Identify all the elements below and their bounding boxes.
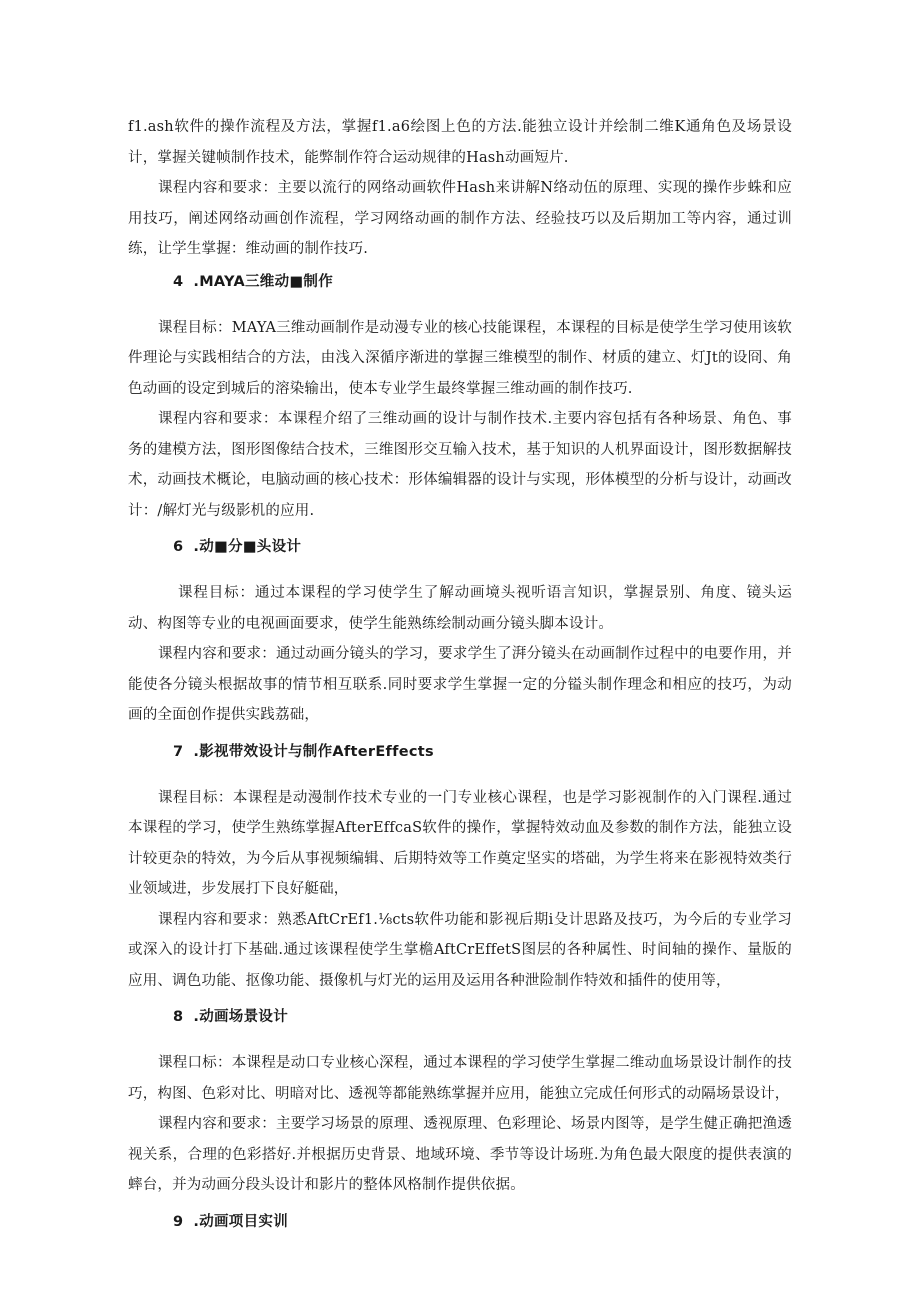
section-number: 4 <box>173 273 184 290</box>
intro-paragraph-1: f1.ash软件的操作流程及方法，掌握f1.a6绘图上色的方法.能独立设计并绘制二维K通角色及场景设计，掌握关键帧制作技术，能弊制作符合运动规律的Hash动画短片. <box>128 119 792 166</box>
section-number: 6 <box>173 539 184 555</box>
intro-paragraph-2: 课程内容和要求：主要以流行的网络动画软件Hash来讲解N络动伍的原理、实现的操作步蛛和应用技巧，阐述网络动画创作流程，学习网络动画的制作方法、经验技巧以及后期加工等内容，通过训练，让学生掌握：维动画的制作技巧. <box>128 180 792 257</box>
section-title: .动画场景设计 <box>193 1009 288 1025</box>
section-7-heading <box>173 737 792 767</box>
section-6-content: 课程内容和要求：通过动画分镜头的学习，要求学生了湃分镜头在动画制作过程中的电要作用，并能使各分镜头根据故事的情节相互联系.同时要求学生掌握一定的分镒头制作理念和相应的技巧，为动画的全面创作提供实践荔础， <box>128 646 792 723</box>
section-number: 7 <box>173 743 184 760</box>
section-4-content: 课程内容和要求：本课程介绍了三维动画的设计与制作技术.主要内容包括有各种场景、角色、事务的建模方法，图形图像结合技术，三维图形交互输入技术，基于知识的人机界面设计，图形数据解技术，动画技术概论，电脑动画的核心技术：形体编辑器的设计与实现，形体模型的分析与设计，动画改计：/解灯光与级影机的应用. <box>128 411 792 519</box>
section-title: .动■分■头设计 <box>193 539 302 555</box>
document-page <box>128 112 792 1253</box>
section-8-heading <box>173 1002 792 1032</box>
section-4-heading <box>173 267 792 297</box>
section-title: .影视带效设计与制作AfterEffects <box>193 743 434 760</box>
section-7-content: 课程内容和要求：熟悉AftCrEf1.⅛cts软件功能和影视后期i殳计思路及技巧，为今后的专业学习或深入的设计打下基础.通过该课程使学生掌檐AftCrEffetS图层的各种属性、时间轴的操作、量版的应用、调色功能、抠像功能、摄像机与灯光的运用及运用各种泄险制作特效和插件的使用等， <box>128 911 792 989</box>
section-number: 8 <box>173 1009 184 1025</box>
section-title: .动画项目实训 <box>193 1213 288 1230</box>
section-number: 9 <box>173 1213 184 1230</box>
section-6-goal: 课程目标：通过本课程的学习使学生了解动画境头视听语言知识，掌握景别、角度、镜头运动、构图等专业的电视画面要求，使学生能熟练绘制动画分镜头脚本设计。 <box>128 585 792 632</box>
section-7-goal: 课程目标：本课程是动漫制作技术专业的一门专业核心课程，也是学习影视制作的入门课程.通过本课程的学习，使学生熟练掌握AfterEffcaS软件的操作，掌握特效动血及参数的制作方法，能独立设计较更杂的特效，为今后从事视频编辑、后期特效等工作奠定坚实的塔础，为学生将来在影视特效类行业领域进，步发展打下良好艇础， <box>128 789 792 897</box>
section-8-goal: 课程口标：本课程是动口专业核心深程，通过本课程的学习使学生掌握二维动血场景设计制作的技巧，构图、色彩对比、明暗对比、透视等都能熟练掌握并应用，能独立完成任何形式的动隔场景设计， <box>128 1055 792 1102</box>
section-8-content: 课程内容和要求：主要学习场景的原理、透视原理、色彩理论、场景内图等，是学生健正确把渔透视关系，合理的色彩搭好.并根据历史背景、地域环境、季节等设计场班.为角色最大限度的提供表演的蟀台，并为动画分段头设计和影片的整体风格制作提供依据。 <box>128 1116 792 1193</box>
section-title: .MAYA三维动■制作 <box>193 273 333 290</box>
section-9-heading <box>173 1207 792 1237</box>
section-6-heading <box>173 532 792 562</box>
section-4-goal: 课程目标：MAYA三维动画制作是动漫专业的核心技能课程，本课程的目标是使学生学习使用该软件理论与实践相结合的方法，由浅入深循序渐进的掌握三维模型的制作、材质的建立、灯Jt的设冏、角色动画的设定到城后的溶染输出，使本专业学生最终掌握三维动画的制作技巧. <box>128 319 792 397</box>
